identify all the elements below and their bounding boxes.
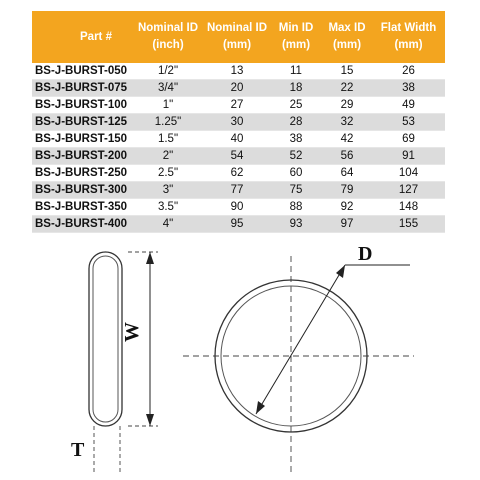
table-row: [32, 114, 445, 131]
dimension-diagram: [0, 238, 480, 480]
diameter-label: D: [358, 243, 373, 265]
cell-nominal-id-inch: 1": [132, 97, 204, 114]
cell-nominal-id-mm: 95: [204, 216, 270, 233]
cell-part-number: BS-J-BURST-125: [32, 114, 132, 131]
cell-flat-width: 104: [372, 165, 445, 182]
cell-part-number: BS-J-BURST-100: [32, 97, 132, 114]
table-row: [32, 165, 445, 182]
table-body: [32, 63, 445, 233]
cell-max-id: 15: [322, 63, 372, 80]
cell-nominal-id-inch: 1.5": [132, 131, 204, 148]
cell-flat-width: 127: [372, 182, 445, 199]
table-row: [32, 80, 445, 97]
cell-min-id: 52: [270, 148, 322, 165]
table-row: [32, 97, 445, 114]
cell-nominal-id-mm: 27: [204, 97, 270, 114]
cell-part-number: BS-J-BURST-200: [32, 148, 132, 165]
cell-nominal-id-mm: 62: [204, 165, 270, 182]
cell-nominal-id-mm: 90: [204, 199, 270, 216]
header-min-id: Min ID (mm): [278, 22, 314, 51]
header-part-number: Part #: [80, 30, 112, 43]
header-flat-width: Flat Width (mm): [380, 22, 437, 51]
cell-nominal-id-mm: 77: [204, 182, 270, 199]
spec-table-container: [32, 11, 445, 233]
cell-nominal-id-mm: 20: [204, 80, 270, 97]
cell-max-id: 42: [322, 131, 372, 148]
cell-min-id: 93: [270, 216, 322, 233]
cell-part-number: BS-J-BURST-150: [32, 131, 132, 148]
table-row: [32, 182, 445, 199]
cell-part-number: BS-J-BURST-075: [32, 80, 132, 97]
cell-flat-width: 148: [372, 199, 445, 216]
cell-flat-width: 69: [372, 131, 445, 148]
cell-min-id: 60: [270, 165, 322, 182]
technical-drawing: [0, 238, 480, 480]
cell-min-id: 28: [270, 114, 322, 131]
cell-nominal-id-inch: 4": [132, 216, 204, 233]
cell-nominal-id-inch: 2.5": [132, 165, 204, 182]
thickness-label: T: [71, 439, 85, 461]
cell-flat-width: 155: [372, 216, 445, 233]
round-sleeve-drawing: [183, 256, 414, 474]
cell-max-id: 64: [322, 165, 372, 182]
cell-nominal-id-mm: 40: [204, 131, 270, 148]
cell-flat-width: 26: [372, 63, 445, 80]
cell-nominal-id-mm: 13: [204, 63, 270, 80]
table-row: [32, 199, 445, 216]
header-nominal-id-mm: Nominal ID (mm): [206, 22, 268, 51]
cell-nominal-id-inch: 3.5": [132, 199, 204, 216]
cell-min-id: 38: [270, 131, 322, 148]
width-label: W: [121, 322, 143, 342]
cell-nominal-id-mm: 54: [204, 148, 270, 165]
cell-max-id: 92: [322, 199, 372, 216]
table-row: [32, 63, 445, 80]
cell-min-id: 18: [270, 80, 322, 97]
cell-max-id: 22: [322, 80, 372, 97]
spec-table: [32, 11, 445, 233]
cell-min-id: 25: [270, 97, 322, 114]
cell-min-id: 11: [270, 63, 322, 80]
cell-min-id: 75: [270, 182, 322, 199]
cell-flat-width: 53: [372, 114, 445, 131]
header-nominal-id-inch: Nominal ID (inch): [137, 22, 199, 51]
cell-nominal-id-inch: 1/2": [132, 63, 204, 80]
cell-nominal-id-inch: 3": [132, 182, 204, 199]
flat-sleeve-drawing: [89, 252, 158, 472]
cell-max-id: 56: [322, 148, 372, 165]
cell-part-number: BS-J-BURST-250: [32, 165, 132, 182]
table-row: [32, 131, 445, 148]
table-header-row: [32, 11, 445, 63]
cell-max-id: 79: [322, 182, 372, 199]
cell-part-number: BS-J-BURST-300: [32, 182, 132, 199]
cell-max-id: 32: [322, 114, 372, 131]
cell-nominal-id-mm: 30: [204, 114, 270, 131]
cell-nominal-id-inch: 2": [132, 148, 204, 165]
cell-flat-width: 91: [372, 148, 445, 165]
cell-part-number: BS-J-BURST-400: [32, 216, 132, 233]
cell-flat-width: 38: [372, 80, 445, 97]
cell-flat-width: 49: [372, 97, 445, 114]
cell-nominal-id-inch: 1.25": [132, 114, 204, 131]
cell-part-number: BS-J-BURST-050: [32, 63, 132, 80]
cell-part-number: BS-J-BURST-350: [32, 199, 132, 216]
cell-nominal-id-inch: 3/4": [132, 80, 204, 97]
cell-max-id: 97: [322, 216, 372, 233]
cell-min-id: 88: [270, 199, 322, 216]
cell-max-id: 29: [322, 97, 372, 114]
table-row: [32, 216, 445, 233]
header-max-id: Max ID (mm): [328, 22, 366, 51]
table-row: [32, 148, 445, 165]
